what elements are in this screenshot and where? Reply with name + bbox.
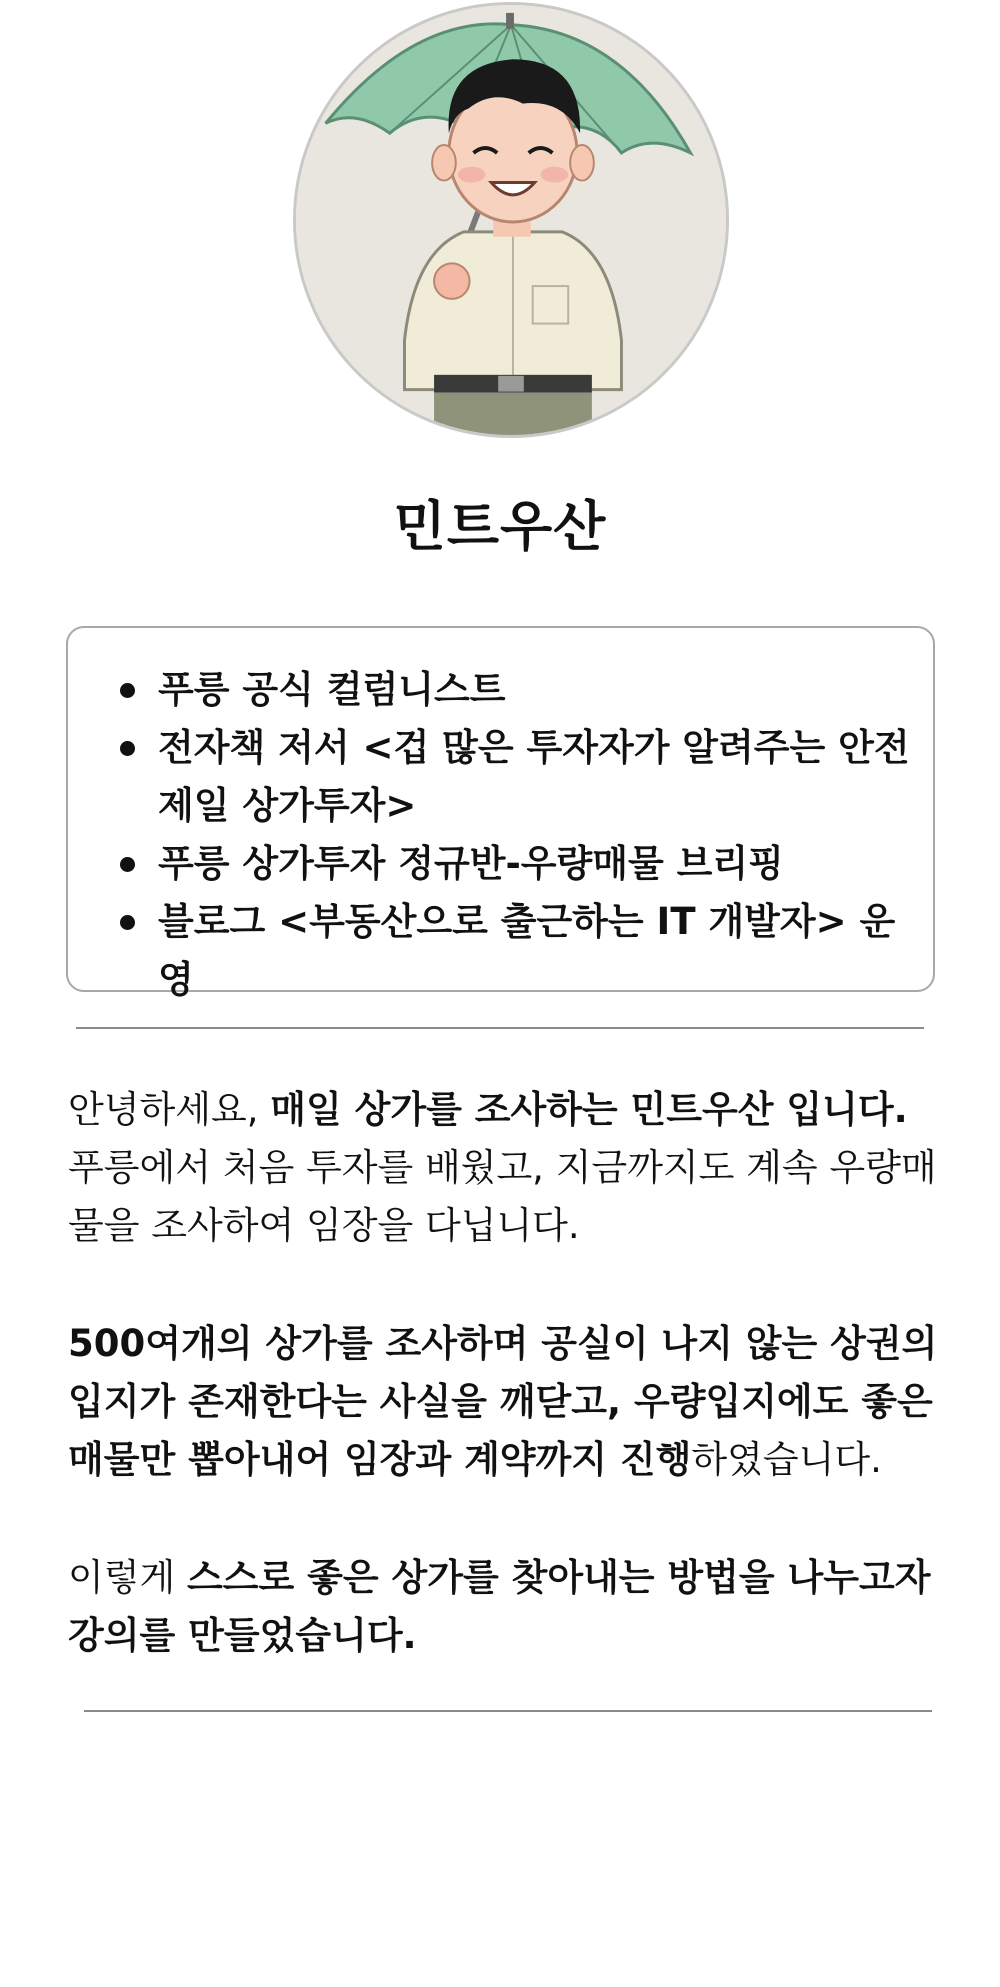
- credential-item: [116, 719, 913, 835]
- credentials-box: [66, 626, 935, 1001]
- intro-paragraph-purpose: [68, 1549, 948, 1665]
- intro-paragraph-greeting: [68, 1081, 948, 1255]
- purpose-lead: 이렇게: [68, 1556, 187, 1599]
- profile-avatar: [293, 2, 729, 438]
- greeting-detail: 푸릉에서 처음 투자를 배웠고, 지금까지도 계속 우량매물을 조사하여 임장을 다닙니다.: [68, 1146, 937, 1247]
- profile-name: 민트우산: [393, 495, 607, 558]
- experience-highlight: 500여개의 상가를 조사하며 공실이 나지 않는 상권의 입지가 존재한다는 사실을 깨닫고, 우량입지에도 좋은 매물만 뽑아내어 임장과 계약까지 진행: [68, 1322, 938, 1481]
- greeting-text: 안녕하세요,: [68, 1088, 271, 1131]
- credential-text: 푸릉 공식 컬럼니스트: [158, 668, 506, 711]
- umbrella-character-avatar-icon: [296, 5, 726, 435]
- credential-item: [116, 835, 913, 893]
- bullet-icon: [120, 741, 135, 756]
- divider-top: [76, 1027, 924, 1029]
- intro-paragraph-experience: [68, 1315, 948, 1489]
- experience-ending: 하였습니다.: [691, 1438, 882, 1481]
- bullet-icon: [120, 683, 135, 698]
- credential-text: 전자책 저서 <겁 많은 투자자가 알려주는 안전제일 상가투자>: [158, 726, 910, 827]
- divider-bottom: [84, 1710, 932, 1712]
- credentials-list: [116, 661, 913, 1009]
- bullet-icon: [120, 915, 135, 930]
- credential-item: [116, 893, 913, 1009]
- credential-text: 푸릉 상가투자 정규반-우량매물 브리핑: [158, 842, 784, 885]
- credential-text: 블로그 <부동산으로 출근하는 IT 개발자> 운영: [158, 900, 896, 1001]
- bullet-icon: [120, 857, 135, 872]
- purpose-highlight: 스스로 좋은 상가를 찾아내는 방법을 나누고자 강의를 만들었습니다.: [68, 1556, 931, 1657]
- greeting-highlight: 매일 상가를 조사하는 민트우산 입니다.: [270, 1088, 908, 1131]
- credential-item: [116, 661, 913, 719]
